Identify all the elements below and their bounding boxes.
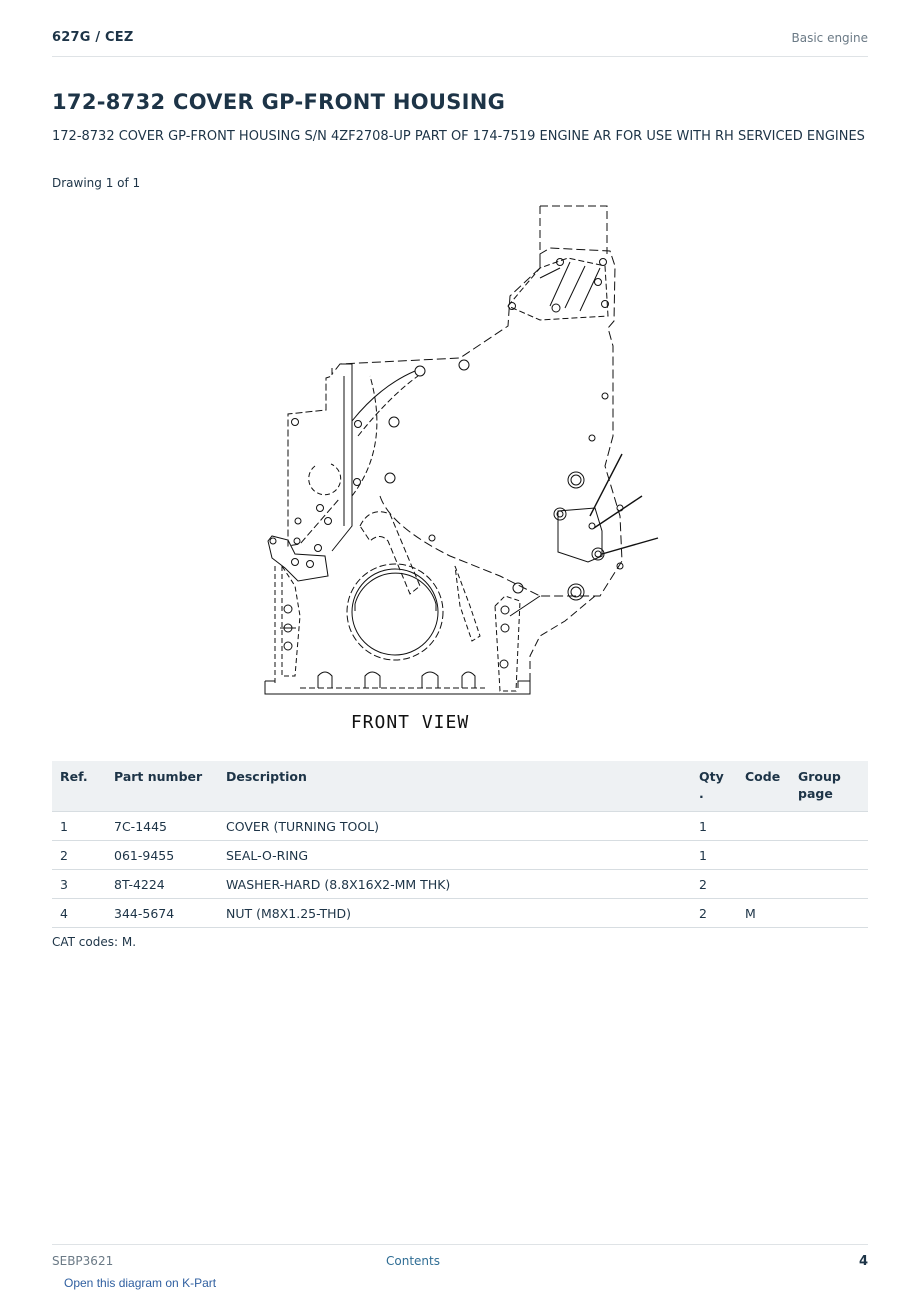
parts-table	[52, 761, 868, 928]
col-group-page: Group page	[790, 761, 868, 812]
part-description: 172-8732 COVER GP-FRONT HOUSING S/N 4ZF2708-UP PART OF 174-7519 ENGINE AR FOR USE WITH RH SERVICED ENGINES	[52, 129, 865, 144]
col-qty: Qty .	[691, 761, 737, 812]
cell-description: COVER (TURNING TOOL)	[218, 812, 691, 841]
cell-group-page	[790, 899, 868, 928]
table-row	[52, 899, 868, 928]
col-ref: Ref.	[52, 761, 106, 812]
cell-qty: 2	[691, 870, 737, 899]
cell-ref: 2	[52, 841, 106, 870]
cat-codes-note: CAT codes: M.	[52, 935, 137, 949]
page-header	[52, 28, 868, 57]
cell-group-page	[790, 870, 868, 899]
cell-code	[737, 841, 790, 870]
table-row	[52, 870, 868, 899]
open-kpart-link[interactable]: Open this diagram on K-Part	[64, 1276, 217, 1290]
drawing-count-label: Drawing 1 of 1	[52, 176, 141, 190]
cell-description: WASHER-HARD (8.8X16X2-MM THK)	[218, 870, 691, 899]
col-part-number: Part number	[106, 761, 218, 812]
cell-part-number: 8T-4224	[106, 870, 218, 899]
table-header-row	[52, 761, 868, 812]
diagram-caption: FRONT VIEW	[350, 712, 470, 733]
cell-part-number: 344-5674	[106, 899, 218, 928]
cell-code: M	[737, 899, 790, 928]
page-footer	[52, 1244, 868, 1275]
page-number: 4	[858, 1254, 868, 1269]
table-row	[52, 841, 868, 870]
cell-qty: 1	[691, 841, 737, 870]
contents-link[interactable]: Contents	[386, 1254, 440, 1268]
cell-ref: 4	[52, 899, 106, 928]
cell-group-page	[790, 812, 868, 841]
page-title: 172-8732 COVER GP-FRONT HOUSING	[52, 90, 506, 114]
section-label: Basic engine	[791, 31, 868, 45]
front-housing-drawing	[240, 196, 680, 711]
cell-ref: 1	[52, 812, 106, 841]
table-row	[52, 812, 868, 841]
cell-code	[737, 812, 790, 841]
col-description: Description	[218, 761, 691, 812]
cell-part-number: 7C-1445	[106, 812, 218, 841]
col-code: Code	[737, 761, 790, 812]
cell-qty: 2	[691, 899, 737, 928]
cell-code	[737, 870, 790, 899]
cell-part-number: 061-9455	[106, 841, 218, 870]
document-id: SEBP3621	[52, 1254, 114, 1268]
model-label: 627G / CEZ	[52, 30, 134, 45]
cell-ref: 3	[52, 870, 106, 899]
cell-group-page	[790, 841, 868, 870]
cell-qty: 1	[691, 812, 737, 841]
cell-description: SEAL-O-RING	[218, 841, 691, 870]
front-housing-diagram	[240, 196, 680, 756]
cell-description: NUT (M8X1.25-THD)	[218, 899, 691, 928]
